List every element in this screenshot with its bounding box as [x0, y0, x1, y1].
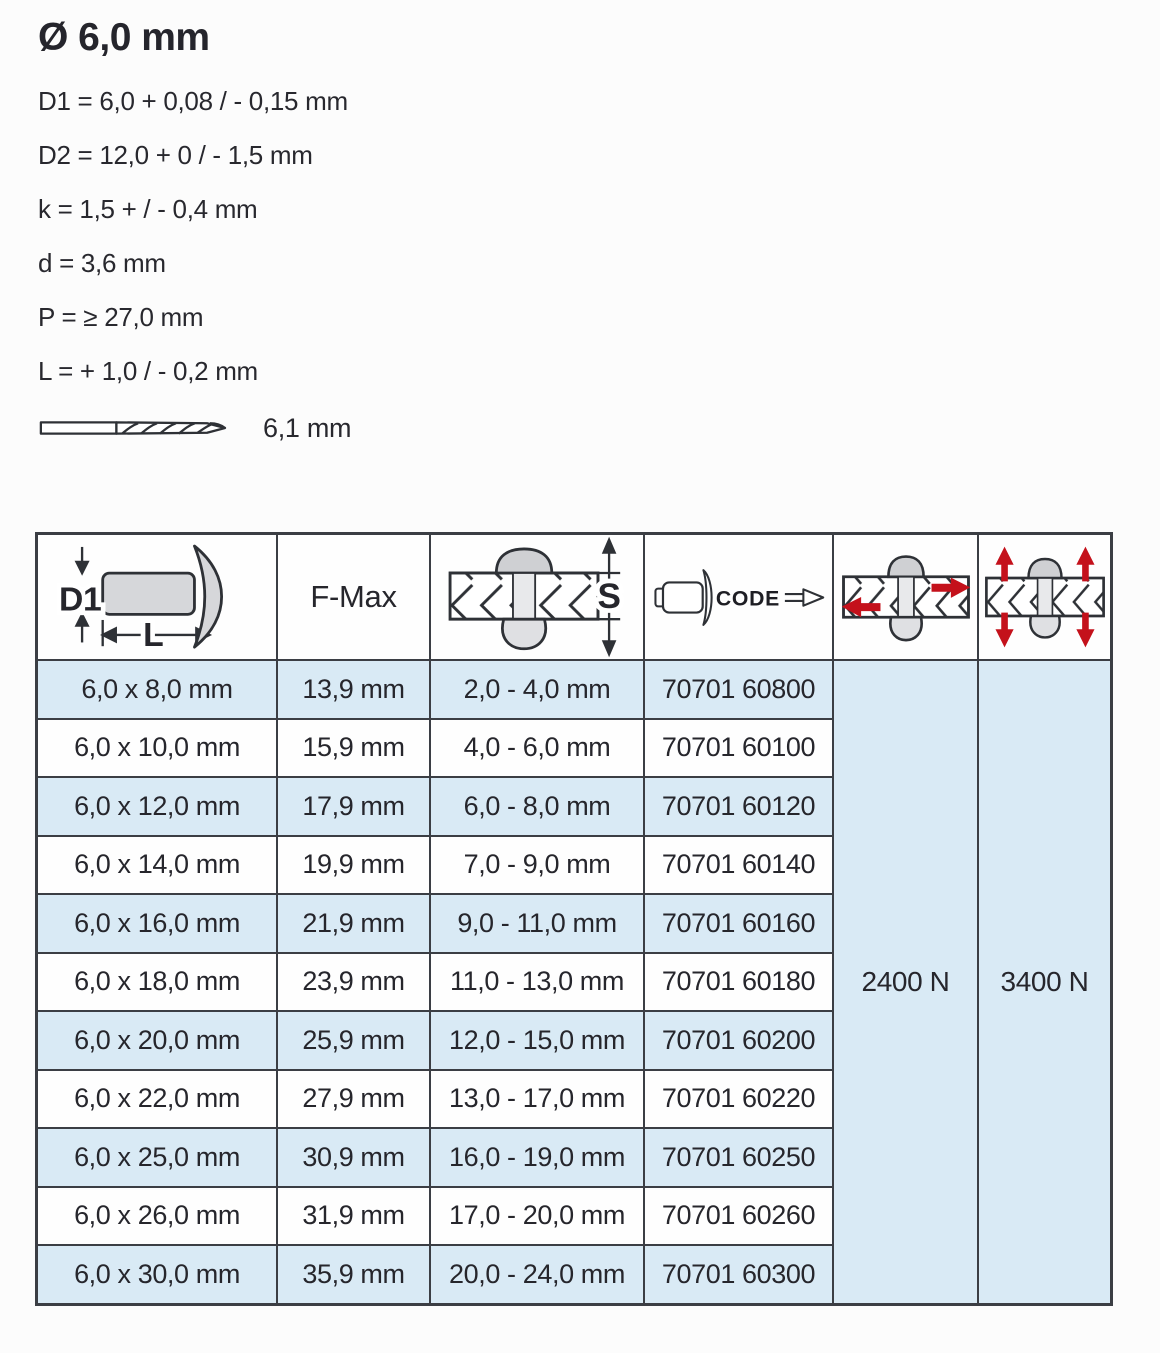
- fmax-cell: 30,9 mm: [278, 1129, 429, 1186]
- drill-size-label: 6,1 mm: [263, 412, 352, 443]
- size-cell: 6,0 x 16,0 mm: [38, 895, 276, 952]
- header-cell-shear: [834, 535, 977, 659]
- spec-line-p: P = ≥ 27,0 mm: [38, 302, 204, 332]
- code-cell: 70701 60100: [645, 720, 832, 777]
- grip-cell: 7,0 - 9,0 mm: [431, 837, 643, 894]
- size-cell: 6,0 x 10,0 mm: [38, 720, 276, 777]
- fmax-cell: 19,9 mm: [278, 837, 429, 894]
- size-cell: 6,0 x 8,0 mm: [38, 661, 276, 718]
- grip-cell: 12,0 - 15,0 mm: [431, 1012, 643, 1069]
- fmax-cell: 25,9 mm: [278, 1012, 429, 1069]
- s-label: S: [597, 577, 621, 617]
- shear-value-cell: 2400 N: [834, 661, 977, 1303]
- size-cell: 6,0 x 20,0 mm: [38, 1012, 276, 1069]
- drill-size-row: [38, 408, 1160, 448]
- grip-cell: 9,0 - 11,0 mm: [431, 895, 643, 952]
- code-icon: [653, 566, 825, 629]
- spec-line-k: k = 1,5 + / - 0,4 mm: [38, 194, 258, 224]
- fmax-label: F-Max: [310, 579, 397, 614]
- code-cell: 70701 60160: [645, 895, 832, 952]
- code-cell: 70701 60120: [645, 778, 832, 835]
- grip-cell: 11,0 - 13,0 mm: [431, 954, 643, 1011]
- fmax-cell: 35,9 mm: [278, 1246, 429, 1303]
- d1-label: D1: [59, 580, 102, 619]
- spec-line-l: L = + 1,0 / - 0,2 mm: [38, 356, 258, 386]
- code-cell: 70701 60800: [645, 661, 832, 718]
- page-title: Ø 6,0 mm: [38, 16, 210, 59]
- spec-line-d: d = 3,6 mm: [38, 248, 166, 278]
- code-cell: 70701 60180: [645, 954, 832, 1011]
- header-cell-code: [645, 535, 832, 659]
- tensile-strength-icon: [983, 545, 1107, 649]
- size-cell: 6,0 x 14,0 mm: [38, 837, 276, 894]
- size-cell: 6,0 x 30,0 mm: [38, 1246, 276, 1303]
- size-cell: 6,0 x 18,0 mm: [38, 954, 276, 1011]
- code-cell: 70701 60300: [645, 1246, 832, 1303]
- code-cell: 70701 60250: [645, 1129, 832, 1186]
- l-label: L: [143, 615, 164, 654]
- code-cell: 70701 60220: [645, 1071, 832, 1128]
- grip-thickness-icon: [444, 536, 630, 658]
- grip-cell: 20,0 - 24,0 mm: [431, 1246, 643, 1303]
- grip-cell: 6,0 - 8,0 mm: [431, 778, 643, 835]
- fmax-cell: 21,9 mm: [278, 895, 429, 952]
- grip-cell: 16,0 - 19,0 mm: [431, 1129, 643, 1186]
- header-cell-tensile: [979, 535, 1110, 659]
- size-cell: 6,0 x 12,0 mm: [38, 778, 276, 835]
- code-cell: 70701 60260: [645, 1188, 832, 1245]
- spec-line-d1: D1 = 6,0 + 0,08 / - 0,15 mm: [38, 86, 348, 116]
- rivet-dimensions-icon: [54, 541, 260, 654]
- size-cell: 6,0 x 22,0 mm: [38, 1071, 276, 1128]
- drill-bit-icon: [38, 411, 243, 445]
- fmax-cell: 13,9 mm: [278, 661, 429, 718]
- spec-line-d2: D2 = 12,0 + 0 / - 1,5 mm: [38, 140, 313, 170]
- fmax-cell: 23,9 mm: [278, 954, 429, 1011]
- fmax-cell: 17,9 mm: [278, 778, 429, 835]
- header-cell-grip: [431, 535, 643, 659]
- dimension-specs: [38, 74, 1160, 398]
- grip-cell: 2,0 - 4,0 mm: [431, 661, 643, 718]
- code-cell: 70701 60200: [645, 1012, 832, 1069]
- size-cell: 6,0 x 25,0 mm: [38, 1129, 276, 1186]
- rivet-spec-table: [35, 532, 1113, 1306]
- header-cell-dimensions: [38, 535, 276, 659]
- code-label: CODE: [715, 587, 780, 611]
- fmax-cell: 27,9 mm: [278, 1071, 429, 1128]
- fmax-cell: 15,9 mm: [278, 720, 429, 777]
- grip-cell: 17,0 - 20,0 mm: [431, 1188, 643, 1245]
- grip-cell: 13,0 - 17,0 mm: [431, 1071, 643, 1128]
- code-cell: 70701 60140: [645, 837, 832, 894]
- size-cell: 6,0 x 26,0 mm: [38, 1188, 276, 1245]
- rivet-spec-sheet: [0, 14, 1160, 1353]
- tensile-value-cell: 3400 N: [979, 661, 1110, 1303]
- header-cell-fmax: [278, 535, 429, 659]
- shear-strength-icon: [840, 545, 972, 649]
- fmax-cell: 31,9 mm: [278, 1188, 429, 1245]
- grip-cell: 4,0 - 6,0 mm: [431, 720, 643, 777]
